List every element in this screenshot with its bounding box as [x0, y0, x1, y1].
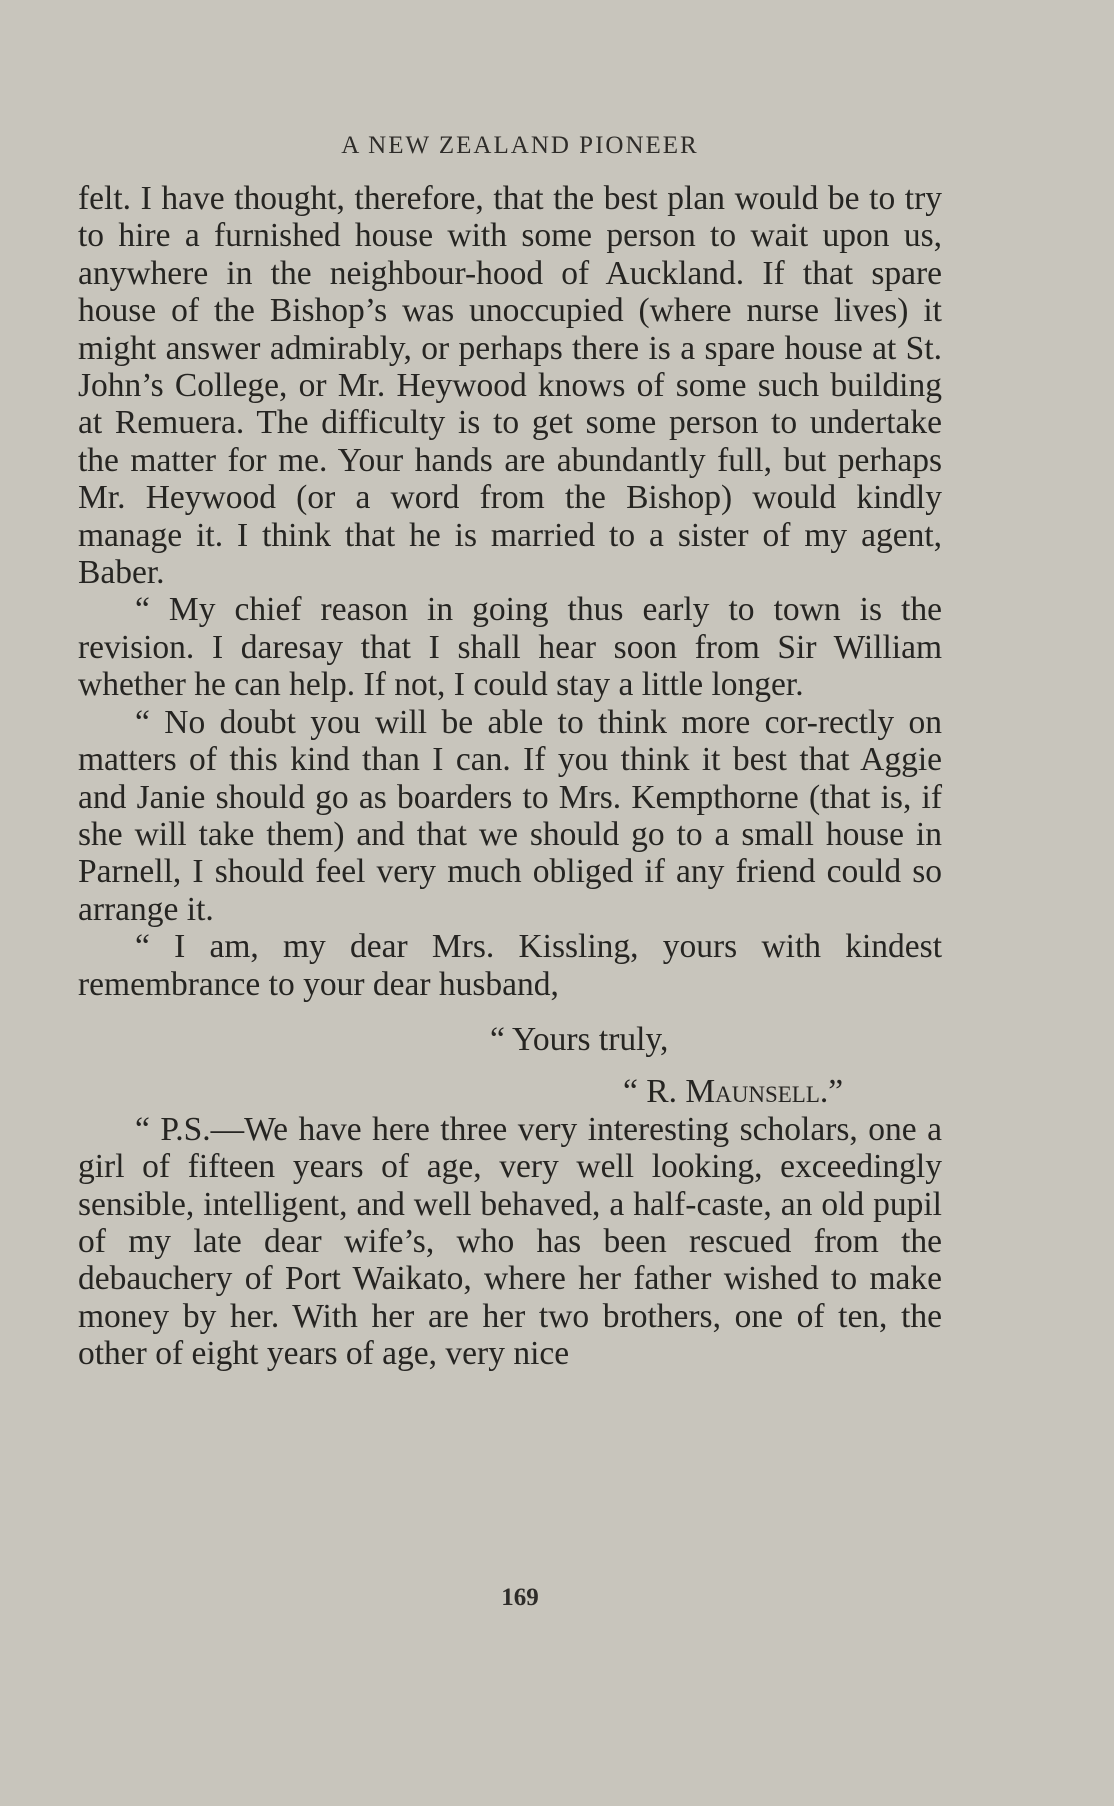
paragraph-postscript: “ P.S.—We have here three very interesting scholars, one a girl of fifteen years of age, very well looking, exceedingly sensible, intelligent, and well behaved, a half-caste, an old pupil of my late dear wife’s, who has been rescued from the debauchery of Port Waikato, where her father wished to make money by her. With her are her two brothers, one of ten, the other of eight years of age, very nice — [78, 1110, 942, 1373]
paragraph-continuation: felt. I have thought, therefore, that the best plan would be to try to hire a furnished house with some person to wait upon us, anywhere in the neighbour-hood of Auckland. If that spare house of the Bishop’s was unoccupied (where nurse lives) it might answer admirably, or perhaps there is a spare house at St. John’s College, or Mr. Heywood knows of some such building at Remuera. The difficulty is to get some person to undertake the matter for me. Your hands are abundantly full, but perhaps Mr. Heywood (or a word from the Bishop) would kindly manage it. I think that he is married to a sister of my agent, Baber. — [78, 180, 942, 592]
page-number: 169 — [501, 1584, 539, 1611]
signature-name: “ R. Maunsell.” — [623, 1073, 844, 1111]
letter-signoff: “ Yours truly, — [490, 1020, 669, 1058]
letter-signature — [78, 1058, 942, 1110]
body-text — [78, 180, 942, 1373]
running-head: A NEW ZEALAND PIONEER — [341, 132, 699, 159]
paragraph-closing: “ I am, my dear Mrs. Kissling, yours with kindest remembrance to your dear husband, — [78, 928, 942, 1003]
paragraph-revision: “ My chief reason in going thus early to town is the revision. I daresay that I shall hear soon from Sir William whether he can help. If not, I could stay a little longer. — [78, 591, 942, 704]
paragraph-arrangements: “ No doubt you will be able to think more cor-rectly on matters of this kind than I can. If you think it best that Aggie and Janie should go as boarders to Mrs. Kempthorne (that is, if she will take them) and that we should go to a small house in Parnell, I should feel very much obliged if any friend could so arrange it. — [78, 703, 942, 928]
